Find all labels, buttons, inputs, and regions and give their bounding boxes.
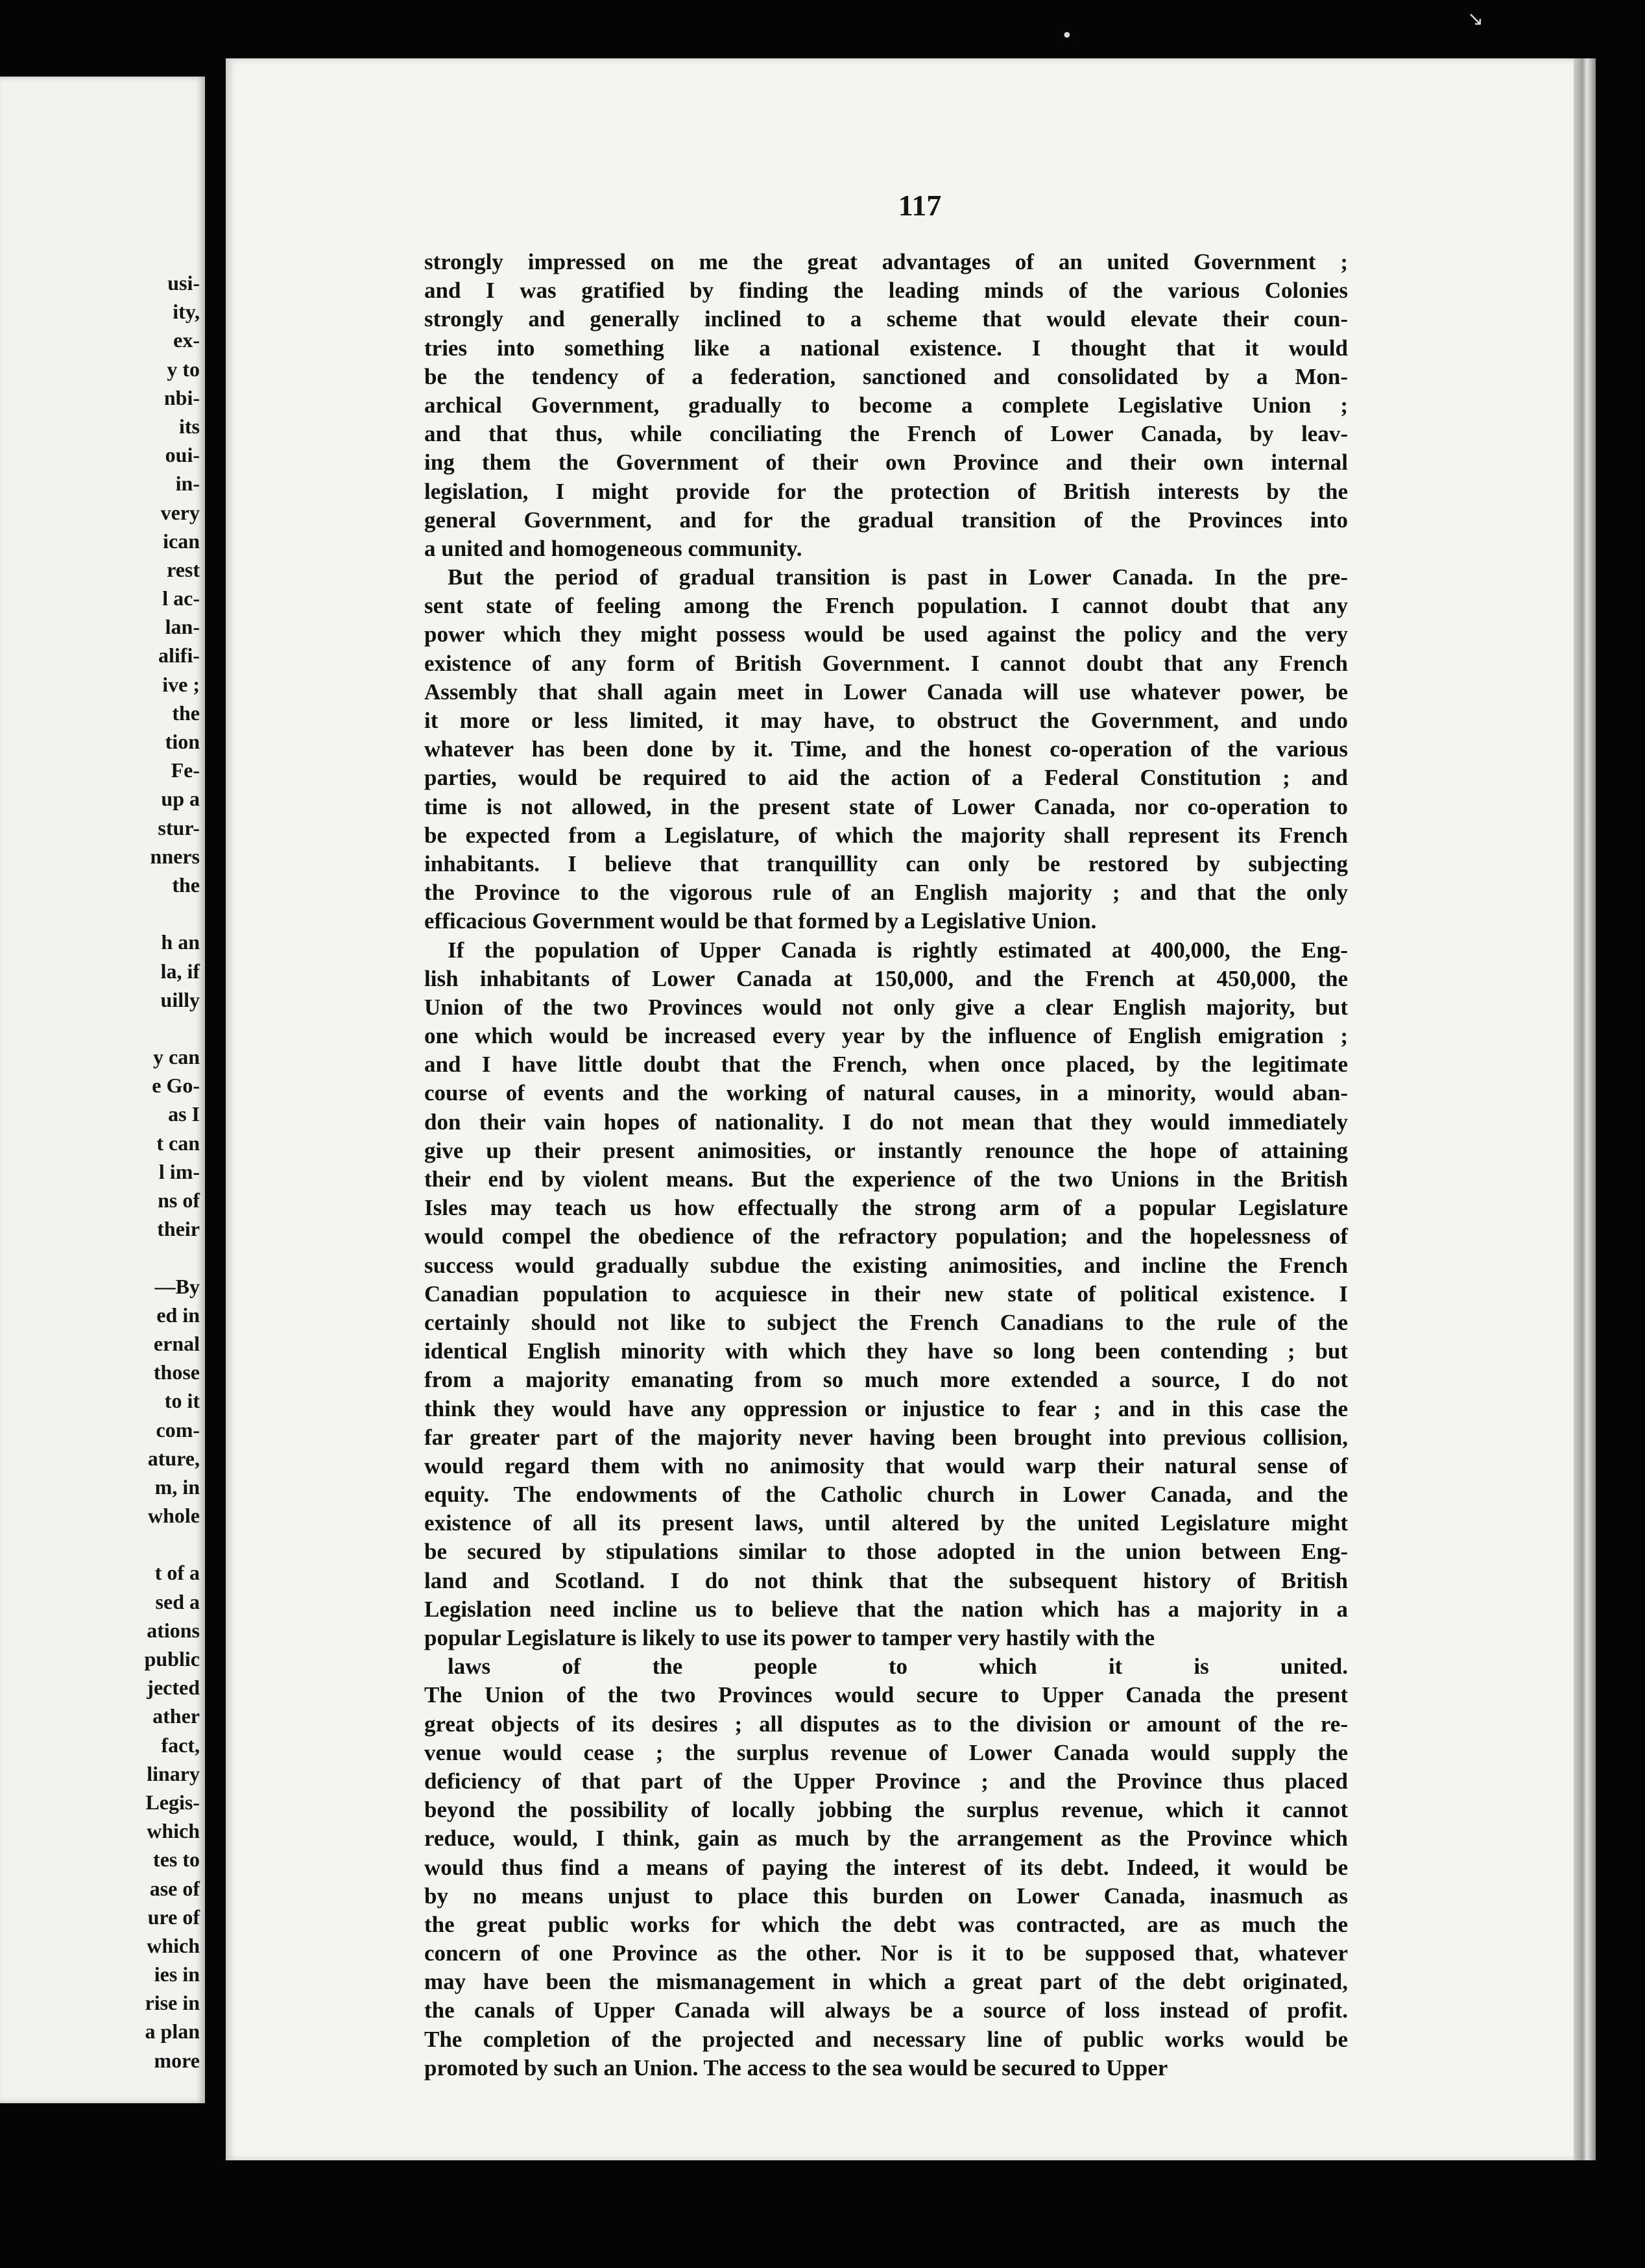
left-fragment-line: alifi- [158,644,200,668]
corner-mark: ↘ [1467,8,1484,30]
left-fragment-line: ernal [153,1331,200,1355]
left-fragment-line: Fe- [171,758,200,782]
left-fragment-line: oui- [165,443,200,467]
text-line: parties, would be required to aid the action of a Federal Constitution ; and [424,765,1348,791]
left-fragment-line: y to [167,357,200,381]
left-fragment-line: as I [168,1102,200,1126]
text-line: popular Legislature is likely to use its power to tamper very hastily with the [424,1625,1155,1650]
left-fragment-line: h an [161,930,200,954]
text-line: and I have little doubt that the French, when once placed, by the legitimate [424,1052,1348,1078]
left-fragment-line: more [154,2048,200,2072]
text-line: tries into something like a national existence. I thought that it would [424,335,1348,361]
text-line: may have been the mismanagement in which a great part of the debt originated, [424,1969,1348,1995]
left-fragment-line: ather [152,1704,200,1728]
text-line: promoted by such an Union. The access to the sea would be secured to Upper [424,2055,1168,2081]
page-number: 117 [898,189,942,222]
text-line: time is not allowed, in the present state of Lower Canada, nor co-operation to [424,793,1348,819]
left-fragment-line: ed in [156,1303,200,1327]
left-fragment-line: t of a [154,1561,200,1585]
left-fragment-line: ity, [173,300,200,324]
text-line: reduce, would, I think, gain as much by the arrangement as the Province which [424,1826,1348,1852]
left-fragment-line [5,899,200,928]
left-fragment-line: ations [147,1618,200,1642]
text-line: But the period of gradual transition is past in Lower Canada. In the pre- [448,564,1348,590]
left-fragment-line [5,1014,200,1043]
text-line: would regard them with no animosity that would warp their natural sense of [424,1453,1348,1478]
left-fragment-line: their [157,1217,200,1241]
text-line: a united and homogeneous community. [424,535,802,561]
text-line: identical English minority with which they have so long been contending ; but [424,1338,1348,1364]
left-fragment-line: usi- [167,271,200,295]
text-line: lish inhabitants of Lower Canada at 150,000, and the French at 450,000, the [424,965,1348,991]
text-line: great objects of its desires ; all disputes as to the division or amount of the re- [424,1711,1348,1737]
text-line: and that thus, while conciliating the French of Lower Canada, by leav- [424,421,1348,447]
text-line: would compel the obedience of the refractory population; and the hopelessness of [424,1224,1348,1249]
left-fragment-line: e Go- [152,1074,200,1098]
text-line: The completion of the projected and necessary line of public works would be [424,2026,1348,2052]
text-line: If the population of Upper Canada is rightly estimated at 400,000, the Eng- [448,937,1348,963]
left-fragment-line: ive ; [162,672,200,696]
text-line: existence of any form of British Government. I cannot doubt that any French [424,650,1348,676]
body-text [424,248,1348,2082]
left-fragment-line: rise in [145,1991,200,2015]
left-fragment-line: m, in [154,1475,200,1499]
left-fragment-line: to it [164,1389,200,1413]
text-line: be the tendency of a federation, sanctioned and consolidated by a Mon- [424,363,1348,389]
left-fragment-line: the [172,701,200,725]
left-fragment-line: whole [148,1504,200,1528]
right-page [226,58,1596,2160]
left-fragment-line: linary [147,1761,200,1785]
text-line: be expected from a Legislature, of which the majority shall represent its French [424,822,1348,848]
left-fragment-line: l im- [158,1159,200,1183]
text-line: certainly should not like to subject the French Canadians to the rule of the [424,1309,1348,1335]
text-line: venue would cease ; the surplus revenue of Lower Canada would supply the [424,1739,1348,1765]
left-fragment-line: which [147,1819,200,1843]
text-line: Union of the two Provinces would not only give a clear English majority, but [424,994,1348,1020]
left-fragment-line: ex- [173,328,200,352]
left-fragment-line: l ac- [162,586,200,610]
left-fragment-line: com- [156,1418,200,1442]
left-fragment-line: very [160,500,200,524]
text-line: be secured by stipulations similar to those adopted in the union between Eng- [424,1539,1348,1565]
text-line: Legislation need incline us to believe that the nation which has a majority in a [424,1596,1348,1622]
left-fragment-line: fact, [161,1733,200,1757]
text-line: land and Scotland. I do not think that the subsequent history of British [424,1567,1348,1593]
text-line: strongly impressed on me the great advantages of an united Government ; [424,249,1348,274]
left-fragment-line: y can [153,1045,200,1069]
left-fragment-line: up a [161,787,200,811]
text-line: sent state of feeling among the French population. I cannot doubt that any [424,593,1348,619]
left-fragment-line: ature, [147,1446,200,1470]
text-line: it more or less limited, it may have, to obstruct the Government, and undo [424,708,1348,733]
text-line: Isles may teach us how effectually the strong arm of a popular Legislature [424,1195,1348,1221]
left-fragment-line: la, if [160,959,200,983]
text-line: concern of one Province as the other. Nor is it to be supposed that, whatever [424,1940,1348,1966]
text-line: archical Government, gradually to become a complete Legislative Union ; [424,392,1348,418]
text-line: existence of all its present laws, until altered by the united Legislature might [424,1510,1348,1536]
text-line: laws of the people to which it is united. [448,1654,1348,1680]
text-line: Canadian population to acquiesce in their new state of political existence. I [424,1281,1348,1307]
page-edge [1574,58,1596,2160]
left-fragment-line: lan- [165,615,200,639]
left-fragment-line: nbi- [163,385,200,409]
text-line: their end by violent means. But the experience of the two Unions in the British [424,1166,1348,1192]
text-line: efficacious Government would be that formed by a Legislative Union. [424,908,1097,934]
left-fragment-line: its [179,414,200,438]
left-fragment-line: nners [150,844,200,868]
text-line: give up their present animosities, or instantly renounce the hope of attaining [424,1137,1348,1163]
left-fragment-line: ure of [147,1905,200,1929]
left-fragment-line: ies in [154,1962,200,1986]
text-line: equity. The endowments of the Catholic church in Lower Canada, and the [424,1482,1348,1508]
left-fragment-line: stur- [158,815,200,839]
text-line: success would gradually subdue the existing animosities, and incline the French [424,1252,1348,1278]
left-fragment-line: Legis- [145,1790,200,1814]
left-fragment-line: the [172,873,200,897]
left-fragment-line: which [147,1933,200,1957]
text-line: general Government, and for the gradual transition of the Provinces into [424,507,1348,533]
text-line: and I was gratified by finding the leading minds of the various Colonies [424,278,1348,304]
text-line: from a majority emanating from so much more extended a source, I do not [424,1367,1348,1393]
text-line: the great public works for which the debt was contracted, are as much the [424,1911,1348,1937]
left-fragment-line: uilly [160,987,200,1011]
left-fragment-line: ican [163,529,200,553]
left-fragment-line [5,1243,200,1272]
left-fragment-line: in- [175,472,200,496]
left-fragment-line: tion [165,730,200,753]
left-fragment-line: t can [156,1131,200,1155]
text-line: don their vain hopes of nationality. I do not mean that they would immediately [424,1109,1348,1135]
text-line: by no means unjust to place this burden on Lower Canada, inasmuch as [424,1883,1348,1909]
left-fragment-line: a plan [145,2020,200,2044]
left-fragment-line: tes to [153,1848,200,1872]
text-line: one which would be increased every year by the influence of English emigration ; [424,1023,1348,1049]
text-line: would thus find a means of paying the interest of its debt. Indeed, it would be [424,1854,1348,1880]
text-line: the canals of Upper Canada will always be a source of loss instead of profit. [424,1997,1348,2023]
text-line: think they would have any oppression or injustice to fear ; and in this case the [424,1395,1348,1421]
left-page-text-fragments [5,269,200,2075]
text-line: far greater part of the majority never having been brought into previous collision, [424,1424,1348,1450]
text-line: course of events and the working of natural causes, in a minority, would aban- [424,1080,1348,1106]
text-line: power which they might possess would be used against the policy and the very [424,621,1348,647]
left-fragment-line: rest [167,557,200,581]
left-fragment-line: jected [147,1676,200,1700]
left-fragment-line: ns of [158,1188,200,1212]
left-fragment-line [5,1530,200,1558]
left-fragment-line: those [153,1360,200,1384]
left-fragment-line: —By [154,1274,200,1298]
text-line: Assembly that shall again meet in Lower Canada will use whatever power, be [424,679,1348,705]
text-line: The Union of the two Provinces would secure to Upper Canada the present [424,1682,1348,1708]
left-fragment-line: sed a [155,1589,200,1613]
left-fragment-line: public [144,1647,200,1671]
text-line: whatever has been done by it. Time, and the honest co-operation of the various [424,736,1348,762]
text-line: the Province to the vigorous rule of an English majority ; and that the only [424,880,1348,906]
text-line: legislation, I might provide for the protection of British interests by the [424,478,1348,504]
book-gutter [205,58,226,2160]
scan-speck: • [1061,25,1073,47]
text-line: beyond the possibility of locally jobbing the surplus revenue, which it cannot [424,1797,1348,1823]
left-page [0,77,205,2103]
text-line: strongly and generally inclined to a scheme that would elevate their coun- [424,306,1348,332]
text-line: ing them the Government of their own Province and their own internal [424,450,1348,476]
text-line: deficiency of that part of the Upper Province ; and the Province thus placed [424,1768,1348,1794]
left-fragment-line: ase of [149,1876,200,1900]
text-line: inhabitants. I believe that tranquillity can only be restored by subjecting [424,850,1348,876]
